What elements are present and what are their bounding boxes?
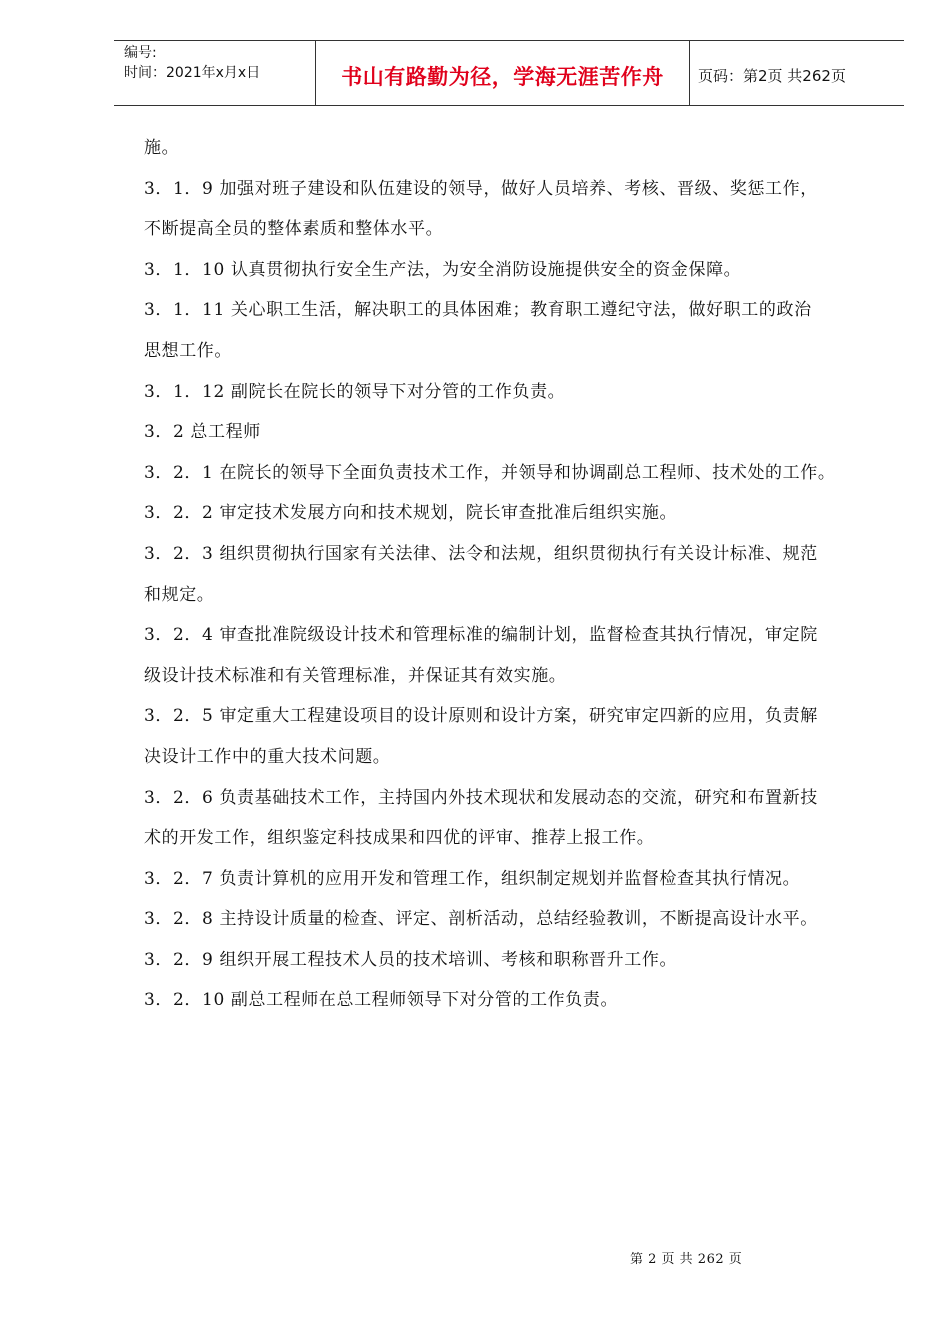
body-line: 不断提高全员的整体素质和整体水平。 [144,219,444,240]
header-number-label: 编号: [124,45,157,61]
body-line: 3．2．10 副总工程师在总工程师领导下对分管的工作负责。 [144,990,619,1011]
header-motto: 书山有路勤为径，学海无涯苦作舟 [341,65,664,89]
body-line: 级设计技术标准和有关管理标准，并保证其有效实施。 [144,665,567,686]
document-body [144,133,886,1026]
document-header [114,40,904,106]
body-line: 3．2．1 在院长的领导下全面负责技术工作，并领导和协调副总工程师、技术处的工作。 [144,462,836,483]
body-line: 术的开发工作，组织鉴定科技成果和四优的评审、推荐上报工作。 [144,828,655,849]
body-line: 决设计工作中的重大技术问题。 [144,746,391,767]
body-line: 3．1．10 认真贯彻执行安全生产法，为安全消防设施提供安全的资金保障。 [144,259,742,280]
body-line: 和规定。 [144,584,215,605]
body-line: 思想工作。 [144,340,232,361]
body-line: 3．2．2 审定技术发展方向和技术规划，院长审查批准后组织实施。 [144,503,678,524]
body-line: 施。 [144,138,180,158]
body-line: 3．1．11 关心职工生活，解决职工的具体困难；教育职工遵纪守法，做好职工的政治 [144,300,812,321]
body-line: 3．2．4 审查批准院级设计技术和管理标准的编制计划，监督检查其执行情况，审定院 [144,625,818,646]
header-divider [689,41,690,105]
body-line: 3．2．5 审定重大工程建设项目的设计原则和设计方案，研究审定四新的应用，负责解 [144,706,818,727]
body-line: 3．2．3 组织贯彻执行国家有关法律、法令和法规，组织贯彻执行有关设计标准、规范 [144,543,818,564]
body-line: 3．2．8 主持设计质量的检查、评定、剖析活动，总结经验教训，不断提高设计水平。 [144,909,818,930]
body-line: 3．2．6 负责基础技术工作，主持国内外技术现状和发展动态的交流，研究和布置新技 [144,787,818,808]
header-page-info: 页码：第2页 共262页 [698,67,846,85]
header-meta [124,43,260,83]
body-line: 3．2．9 组织开展工程技术人员的技术培训、考核和职称晋升工作。 [144,949,678,970]
page-footer: 第 2 页 共 262 页 [630,1252,743,1267]
header-time-label: 时间：2021年x月x日 [124,65,261,81]
section-heading: 3．2 总工程师 [144,422,261,443]
body-line: 3．1．9 加强对班子建设和队伍建设的领导，做好人员培养、考核、晋级、奖惩工作， [144,178,818,199]
body-line: 3．2．7 负责计算机的应用开发和管理工作，组织制定规划并监督检查其执行情况。 [144,868,801,889]
body-line: 3．1．12 副院长在院长的领导下对分管的工作负责。 [144,381,566,402]
